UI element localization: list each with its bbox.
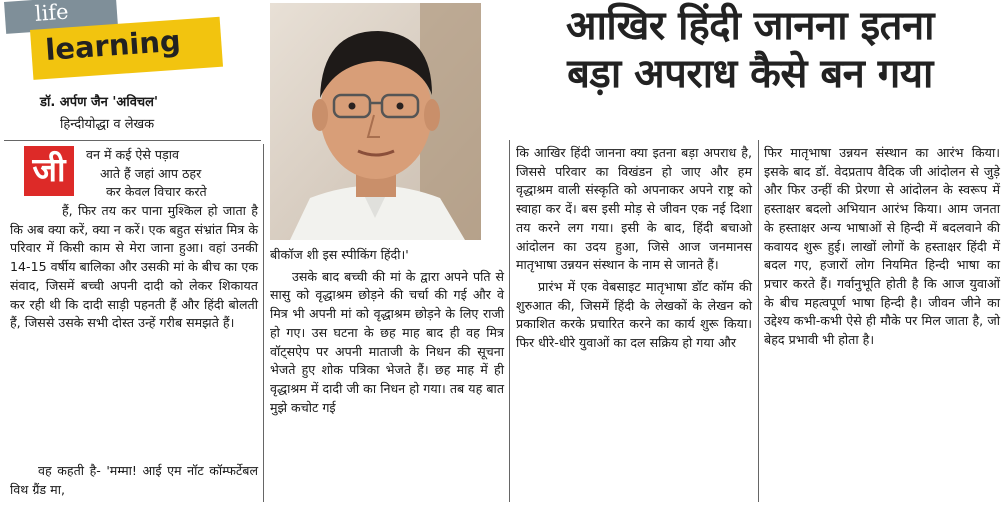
lead-line-1: वन में कई ऐसे पड़ाव	[86, 147, 180, 162]
column-3	[516, 144, 752, 353]
headline	[500, 2, 1000, 98]
column-1-paragraph-1: हैं, फिर तय कर पाना मुश्किल हो जाता है कि अब क्या करें, क्या न करें। एक बहुत संभ्रांत मित्र के परिवार में किसी काम से मेरा जाना हुआ। वहां उनकी 14-15 वर्षीय बालिका और उसकी मां के बीच का एक संवाद, जिसमें बच्ची अपनी दादी को लेकर शिकायत कर रही थी कि दादी साड़ी पहनती हैं और हिंदी बोलती हैं, जिससे उसके सभी दोस्त उन्हें गरीब समझते हैं।	[10, 203, 258, 331]
column-4-paragraph-1: फिर मातृभाषा उन्नयन संस्थान का आरंभ किया। इसके बाद डॉ. वेदप्रताप वैदिक जी आंदोलन से जुड़े और फिर उन्हीं की प्रेरणा से आंदोलन के स्वरूप में हस्ताक्षर बदलो अभियान आरंभ किया। आम जनता के हस्ताक्षर अन्य भाषाओं से हिन्दी में बदलवाने की कवायद शुरू हुई। लाखों लोगों के हस्ताक्षर हिंदी में बदल गए, हजारों लोग नियमित हिन्दी भाषा का प्रचार करते हैं। गर्वानुभूति होती है कि आज युवाओं के बीच महत्वपूर्ण भाषा हिन्दी है। जीवन जीने का उद्देश्य कभी-कभी ऐसे ही मौके पर मिल जाता है, जो बेहद प्रभावी भी होता है।	[764, 145, 1000, 348]
column-divider-2	[509, 140, 510, 502]
column-3-paragraph-1: कि आखिर हिंदी जानना क्या इतना बड़ा अपराध है, जिससे परिवार का विखंडन हो जाए और हम वृद्धाश्रम वाली संस्कृति को अपनाकर अपने राष्ट्र को स्वाहा कर दें। बस इसी मोड़ से जीवन एक नई दिशा तय करने लग गया। इसी के बाद, हिंदी बचाओ आंदोलन का उदय हुआ, जिसे आज जनमानस मातृभाषा उन्नयन संस्थान के नाम से जानते हैं।	[516, 145, 752, 273]
column-3-paragraph-2: प्रारंभ में एक वेबसाइट मातृभाषा डॉट कॉम की शुरुआत की, जिसमें हिंदी के लेखकों के लेखन को प्रकाशित करके प्रचारित करने का कार्य शुरू किया। फिर धीरे-धीरे युवाओं का दल सक्रिय हो गया और	[516, 278, 752, 351]
column-4	[764, 144, 1000, 350]
column-1	[10, 202, 258, 333]
section-tag-learning-text: learning	[44, 23, 182, 67]
lead-line-3: कर केवल विचार करते	[106, 184, 207, 200]
author-photo	[270, 3, 481, 240]
column-2	[270, 246, 504, 417]
section-tag-life-text: life	[34, 0, 70, 26]
column-divider-1	[263, 144, 264, 502]
lead-line-2: आते हैं जहां आप ठहर	[100, 165, 202, 181]
column-2-paragraph-2: उसके बाद बच्ची की मां के द्वारा अपने पति से सासु को वृद्धाश्रम छोड़ने की चर्चा की गई और वे मित्र भी अपनी मां को वृद्धाश्रम छोड़ने के लिए राजी हो गए। उस घटना के छह माह बाद ही वह मित्र वॉट्सऐप पर अपनी माताजी के निधन की सूचना भेजते हुए शोक पत्रिका भेजते हैं। छह माह में ही वृद्धाश्रम में दादी जी का निधन हो गया। तब यह बात मुझे कचोट गई	[270, 268, 504, 415]
headline-line-1: आखिर हिंदी जानना इतना	[565, 3, 935, 49]
author-name: डॉ. अर्पण जैन 'अविचल'	[40, 95, 158, 110]
author-role: हिन्दीयोद्धा व लेखक	[60, 117, 155, 132]
column-1-lead	[86, 146, 258, 202]
column-2-paragraph-1: बीकॉज शी इस स्पीकिंग हिंदी।'	[270, 247, 409, 262]
headline-line-2: बड़ा अपराध कैसे बन गया	[567, 51, 933, 97]
byline-divider	[4, 140, 261, 141]
author-portrait-image	[270, 3, 481, 240]
drop-cap: जी	[24, 146, 74, 196]
column-1-paragraph-2: वह कहती है- 'मम्मा! आई एम नॉट कॉम्फर्टेबल विथ ग्रैंड मा,	[10, 463, 258, 497]
column-1-continued	[10, 462, 258, 499]
column-divider-3	[758, 140, 759, 502]
